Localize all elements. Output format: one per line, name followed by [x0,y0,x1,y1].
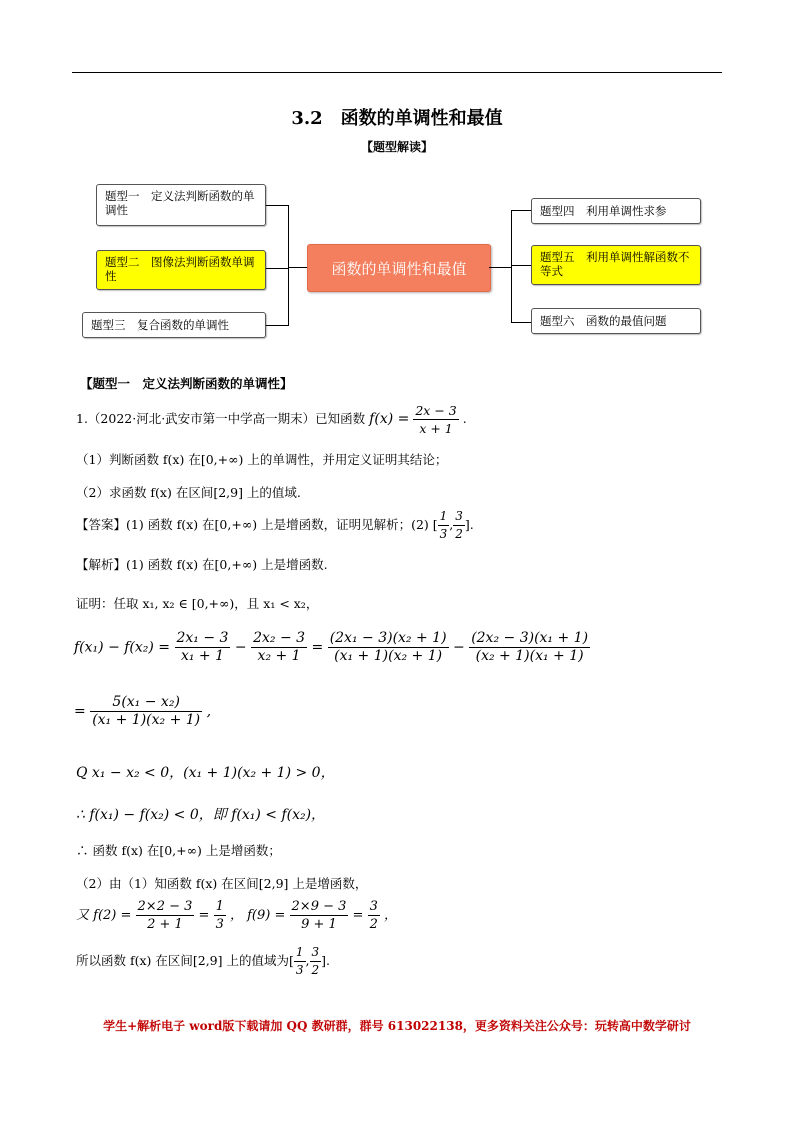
f9-den: 9 + 1 [301,917,337,932]
mindmap-center-label: 函数的单调性和最值 [331,259,467,278]
range-f2-den: 2 [311,963,320,977]
f2-result [214,898,226,933]
mindmap-left-3 [82,312,266,338]
f2-num: 2×2 − 3 [137,899,193,914]
question-2: （2）求函数 f(x) 在区间[2,9] 上的值域. [76,485,301,500]
proof-step-5: ∴ 函数 f(x) 在[0,+∞) 上是增函数； [76,843,281,858]
answer-frac2-den: 2 [455,527,463,541]
connector [489,267,511,268]
mindmap-right-2-label: 题型五 利用单调性解函数不等式 [540,250,690,278]
step2-fraction [90,694,202,729]
page-subtitle: 【题型解读】 [360,140,433,154]
connector [511,265,531,266]
step1-frac-3 [328,630,449,665]
connector [266,205,288,206]
f9-num: 2×9 − 3 [291,899,347,914]
connector [511,210,531,211]
function-fraction [413,402,458,437]
connector [266,325,288,326]
range-f1-num: 1 [294,944,306,962]
step1-frac-2 [251,630,307,665]
mindmap-right-1-label: 题型四 利用单调性求参 [540,204,667,218]
step2-num: 5(x₁ − x₂) [90,694,202,712]
range-f2-num: 3 [310,944,322,962]
proof-step-1: f(x₁) − f(x₂) = $\frac{\text{2x₁ − 3}}{\text{x₁ + 1}}$ − $\frac{\text{2x₂ − 3}}{\text{x₂ + 1}}$ = $\frac{\text{(2x₁ − 3)(x₂ + 1)}}{\text{(x₁ + 1)(x₂ + 1)}}$ − $\frac{\text{(2x₂ − 3)(x₁ + 1)}}{\text{(x₂ + 1)(x₁ + 1)}}$ [74,630,589,664]
conclusion-line: 所以函数 f(x) 在区间[2,9] 上的值域为[ $\frac{1}{3}$ , $\frac{3}{2}$ ]. [76,945,330,977]
mindmap-left-1 [96,184,266,226]
mindmap-center [307,244,491,292]
connector [266,268,288,269]
part2-values: 又 f(2) = $\frac{2\times 2 - 3}{2 + 1}$ = $\frac{1}{3}$ ， f(9) = $\frac{2\times 9 - 3}{9 + 1}$ = $\frac{3}{2}$ ， [76,899,397,932]
step1-frac-1 [175,630,231,665]
step1-f4-den: (x₂ + 1)(x₁ + 1) [475,648,584,664]
range-frac-1 [294,944,306,979]
step2-den: (x₁ + 1)(x₂ + 1) [92,712,201,728]
answer-frac2-num: 3 [453,508,465,526]
range-f1-den: 3 [295,963,304,977]
f9-res-den: 2 [369,917,378,932]
section-heading: 【题型一 定义法判断函数的单调性】 [80,376,293,391]
mindmap-right-3-label: 题型六 函数的最值问题 [540,314,667,328]
answer-fraction-2 [453,508,465,543]
proof-step-4: ∴ f(x₁) − f(x₂) < 0，即 f(x₁) < f(x₂)， [76,807,326,823]
connector [288,205,289,326]
answer-frac1-den: 3 [439,527,448,541]
problem-intro: 1.（2022·河北·武安市第一中学高一期末）已知函数 [76,411,366,426]
mindmap-right-3 [531,308,701,334]
connector [288,267,307,268]
f9-fraction [290,898,349,933]
range-frac-2 [310,944,322,979]
proof-step-2: = $\frac{\text{5(x₁ − x₂)}}{\text{(x₁ + 1)(x₂ + 1)}}$ , [74,694,212,728]
f9-res-num: 3 [369,899,378,914]
function-denominator: x + 1 [419,421,453,436]
function-lhs: f(x) = [369,411,410,427]
analysis-line: 【解析】(1) 函数 f(x) 在[0,+∞) 上是增函数. [76,557,328,572]
answer-text: 【答案】(1) 函数 f(x) 在[0,+∞) 上是增函数，证明见解析；(2) [ [76,517,438,532]
question-1: （1）判断函数 f(x) 在[0,+∞) 上的单调性，并用定义证明其结论； [76,452,448,467]
answer-frac1-num: 1 [438,508,450,526]
f2-res-den: 3 [215,917,224,932]
problem-statement: 1.（2022·河北·武安市第一中学高一期末）已知函数 f(x) = $\frac{2x - 3}{x + 1}$ . [76,403,467,436]
f2-den: 2 + 1 [147,917,183,932]
f2-res-num: 1 [215,899,224,914]
f2-label: 又 f(2) = [76,908,132,923]
answer-line: 【答案】(1) 函数 f(x) 在[0,+∞) 上是增函数，证明见解析；(2) [ $\frac{1}{3}$ , $\frac{3}{2}$ ]. [76,509,474,541]
answer-fraction-1 [438,508,450,543]
mindmap-left-3-label: 题型三 复合函数的单调性 [91,318,229,332]
page-title: 3.2 函数的单调性和最值 [291,108,503,129]
f9-result [368,898,380,933]
part2-intro: （2）由（1）知函数 f(x) 在区间[2,9] 上是增函数， [76,876,368,891]
mindmap-left-2 [96,250,266,290]
connector [511,210,512,322]
step1-f1-num: 2x₁ − 3 [176,630,229,646]
mindmap-left-1-label: 题型一 定义法判断函数的单调性 [105,189,255,217]
step1-lhs: f(x₁) − f(x₂) = [74,639,171,656]
connector [511,322,531,323]
f2-fraction [136,898,195,933]
mindmap-left-2-label: 题型二 图像法判断函数单调性 [105,255,255,283]
mindmap-right-2 [531,245,701,285]
step1-frac-4 [469,630,590,665]
f9-label: f(9) = [247,908,286,923]
proof-step-3: Q x₁ − x₂ < 0，(x₁ + 1)(x₂ + 1) > 0， [76,765,335,781]
step1-f3-num: (2x₁ − 3)(x₂ + 1) [329,630,447,646]
function-numerator: 2x − 3 [415,403,457,418]
mindmap-right-1 [531,198,701,224]
step1-f2-num: 2x₂ − 3 [253,630,306,646]
step1-f3-den: (x₁ + 1)(x₂ + 1) [334,648,443,664]
proof-start: 证明：任取 x₁, x₂ ∈ [0,+∞)，且 x₁ < x₂， [76,596,319,611]
footer-note: 学生+解析电子 word版下载请加 QQ 教研群，群号 613022138，更多资料关注公众号：玩转高中数学研讨 [103,1019,691,1033]
top-rule [72,72,722,73]
step1-f4-num: (2x₂ − 3)(x₁ + 1) [471,630,589,646]
step1-f2-den: x₂ + 1 [257,648,301,664]
step1-f1-den: x₁ + 1 [180,648,224,664]
conclusion-text: 所以函数 f(x) 在区间[2,9] 上的值域为[ [76,953,294,968]
